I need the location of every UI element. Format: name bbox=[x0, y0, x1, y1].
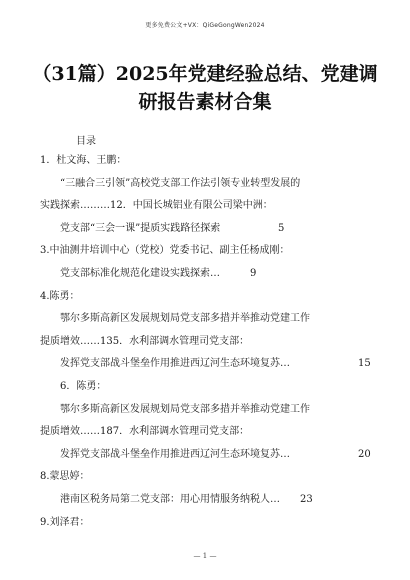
header-note: 更多免费公文+VX：QiGeGongWen2024 bbox=[145, 22, 265, 29]
toc-entry-text: 8.蒙思婷： bbox=[40, 471, 90, 483]
toc-entry bbox=[40, 335, 249, 349]
toc-page-number: 15 bbox=[358, 358, 371, 370]
toc-heading: 目录 bbox=[76, 136, 96, 147]
document-title bbox=[20, 60, 390, 116]
toc-entry bbox=[60, 357, 371, 371]
toc-entry bbox=[40, 470, 90, 484]
toc-page-number: 23 bbox=[300, 494, 313, 505]
toc-entry bbox=[60, 177, 300, 191]
toc-entry-text: 4.陈勇： bbox=[40, 290, 80, 302]
toc-page-number: 5 bbox=[278, 222, 285, 234]
toc-entry bbox=[60, 403, 310, 417]
toc-entry-text: 提质增效……187．水利部调水管理司党支部： bbox=[40, 426, 250, 438]
toc-entry-text: 实践探索………12．中国长城铝业有限公司梁中洲： bbox=[40, 200, 273, 212]
toc-entry bbox=[40, 290, 80, 304]
toc-entry-text: 鄂尔多斯高新区发展规划局党支部多措并举推动党建工作 bbox=[60, 313, 310, 325]
toc-entry-text: 发挥党支部战斗堡垒作用推进西辽河生态环境复苏… bbox=[60, 448, 290, 460]
toc-entry-text: 9.刘泽君： bbox=[40, 516, 90, 528]
toc-entry bbox=[60, 267, 257, 281]
toc-entry-text: 6．陈勇： bbox=[60, 381, 107, 392]
toc-entry bbox=[40, 425, 249, 439]
toc-entry-text: 党支部“三会一课”提质实践路径探索 bbox=[60, 222, 221, 234]
toc-entry-text: 3.中油测井培训中心（党校）党委书记、副主任杨成刚： bbox=[40, 245, 290, 257]
toc-page-number: 20 bbox=[358, 448, 371, 460]
title-line-2: 研报告素材合集 bbox=[138, 91, 272, 113]
toc-entry-text: 党支部标准化规范化建设实践探索… bbox=[60, 268, 220, 279]
toc-entry bbox=[40, 516, 90, 530]
page-number: — 1 — bbox=[193, 552, 217, 560]
toc-entry-text: 鄂尔多斯高新区发展规划局党支部多措并举推动党建工作 bbox=[60, 403, 310, 415]
toc-entry bbox=[60, 312, 310, 326]
toc-entry-text: 发挥党支部战斗堡垒作用推进西辽河生态环境复苏… bbox=[60, 358, 290, 370]
toc-entry bbox=[60, 493, 313, 507]
toc-entry-text: 提质增效……135．水利部调水管理司党支部： bbox=[40, 335, 250, 347]
toc-entry-text: “三融合三引领”高校党支部工作法引领专业转型发展的 bbox=[60, 177, 301, 189]
toc-entry-text: 港南区税务局第二党支部：用心用情服务纳税人… bbox=[60, 494, 280, 505]
toc-entry bbox=[60, 380, 106, 394]
toc-entry-text: 1．杜文海、王鹏： bbox=[40, 155, 127, 166]
toc-entry bbox=[40, 199, 273, 213]
toc-entry bbox=[40, 154, 126, 168]
toc-entry bbox=[40, 244, 290, 258]
toc-entry bbox=[60, 448, 371, 462]
title-line-1: （31篇）2025年党建经验总结、党建调 bbox=[32, 63, 378, 85]
toc-page-number: 9 bbox=[250, 268, 257, 279]
toc-entry bbox=[60, 222, 285, 236]
